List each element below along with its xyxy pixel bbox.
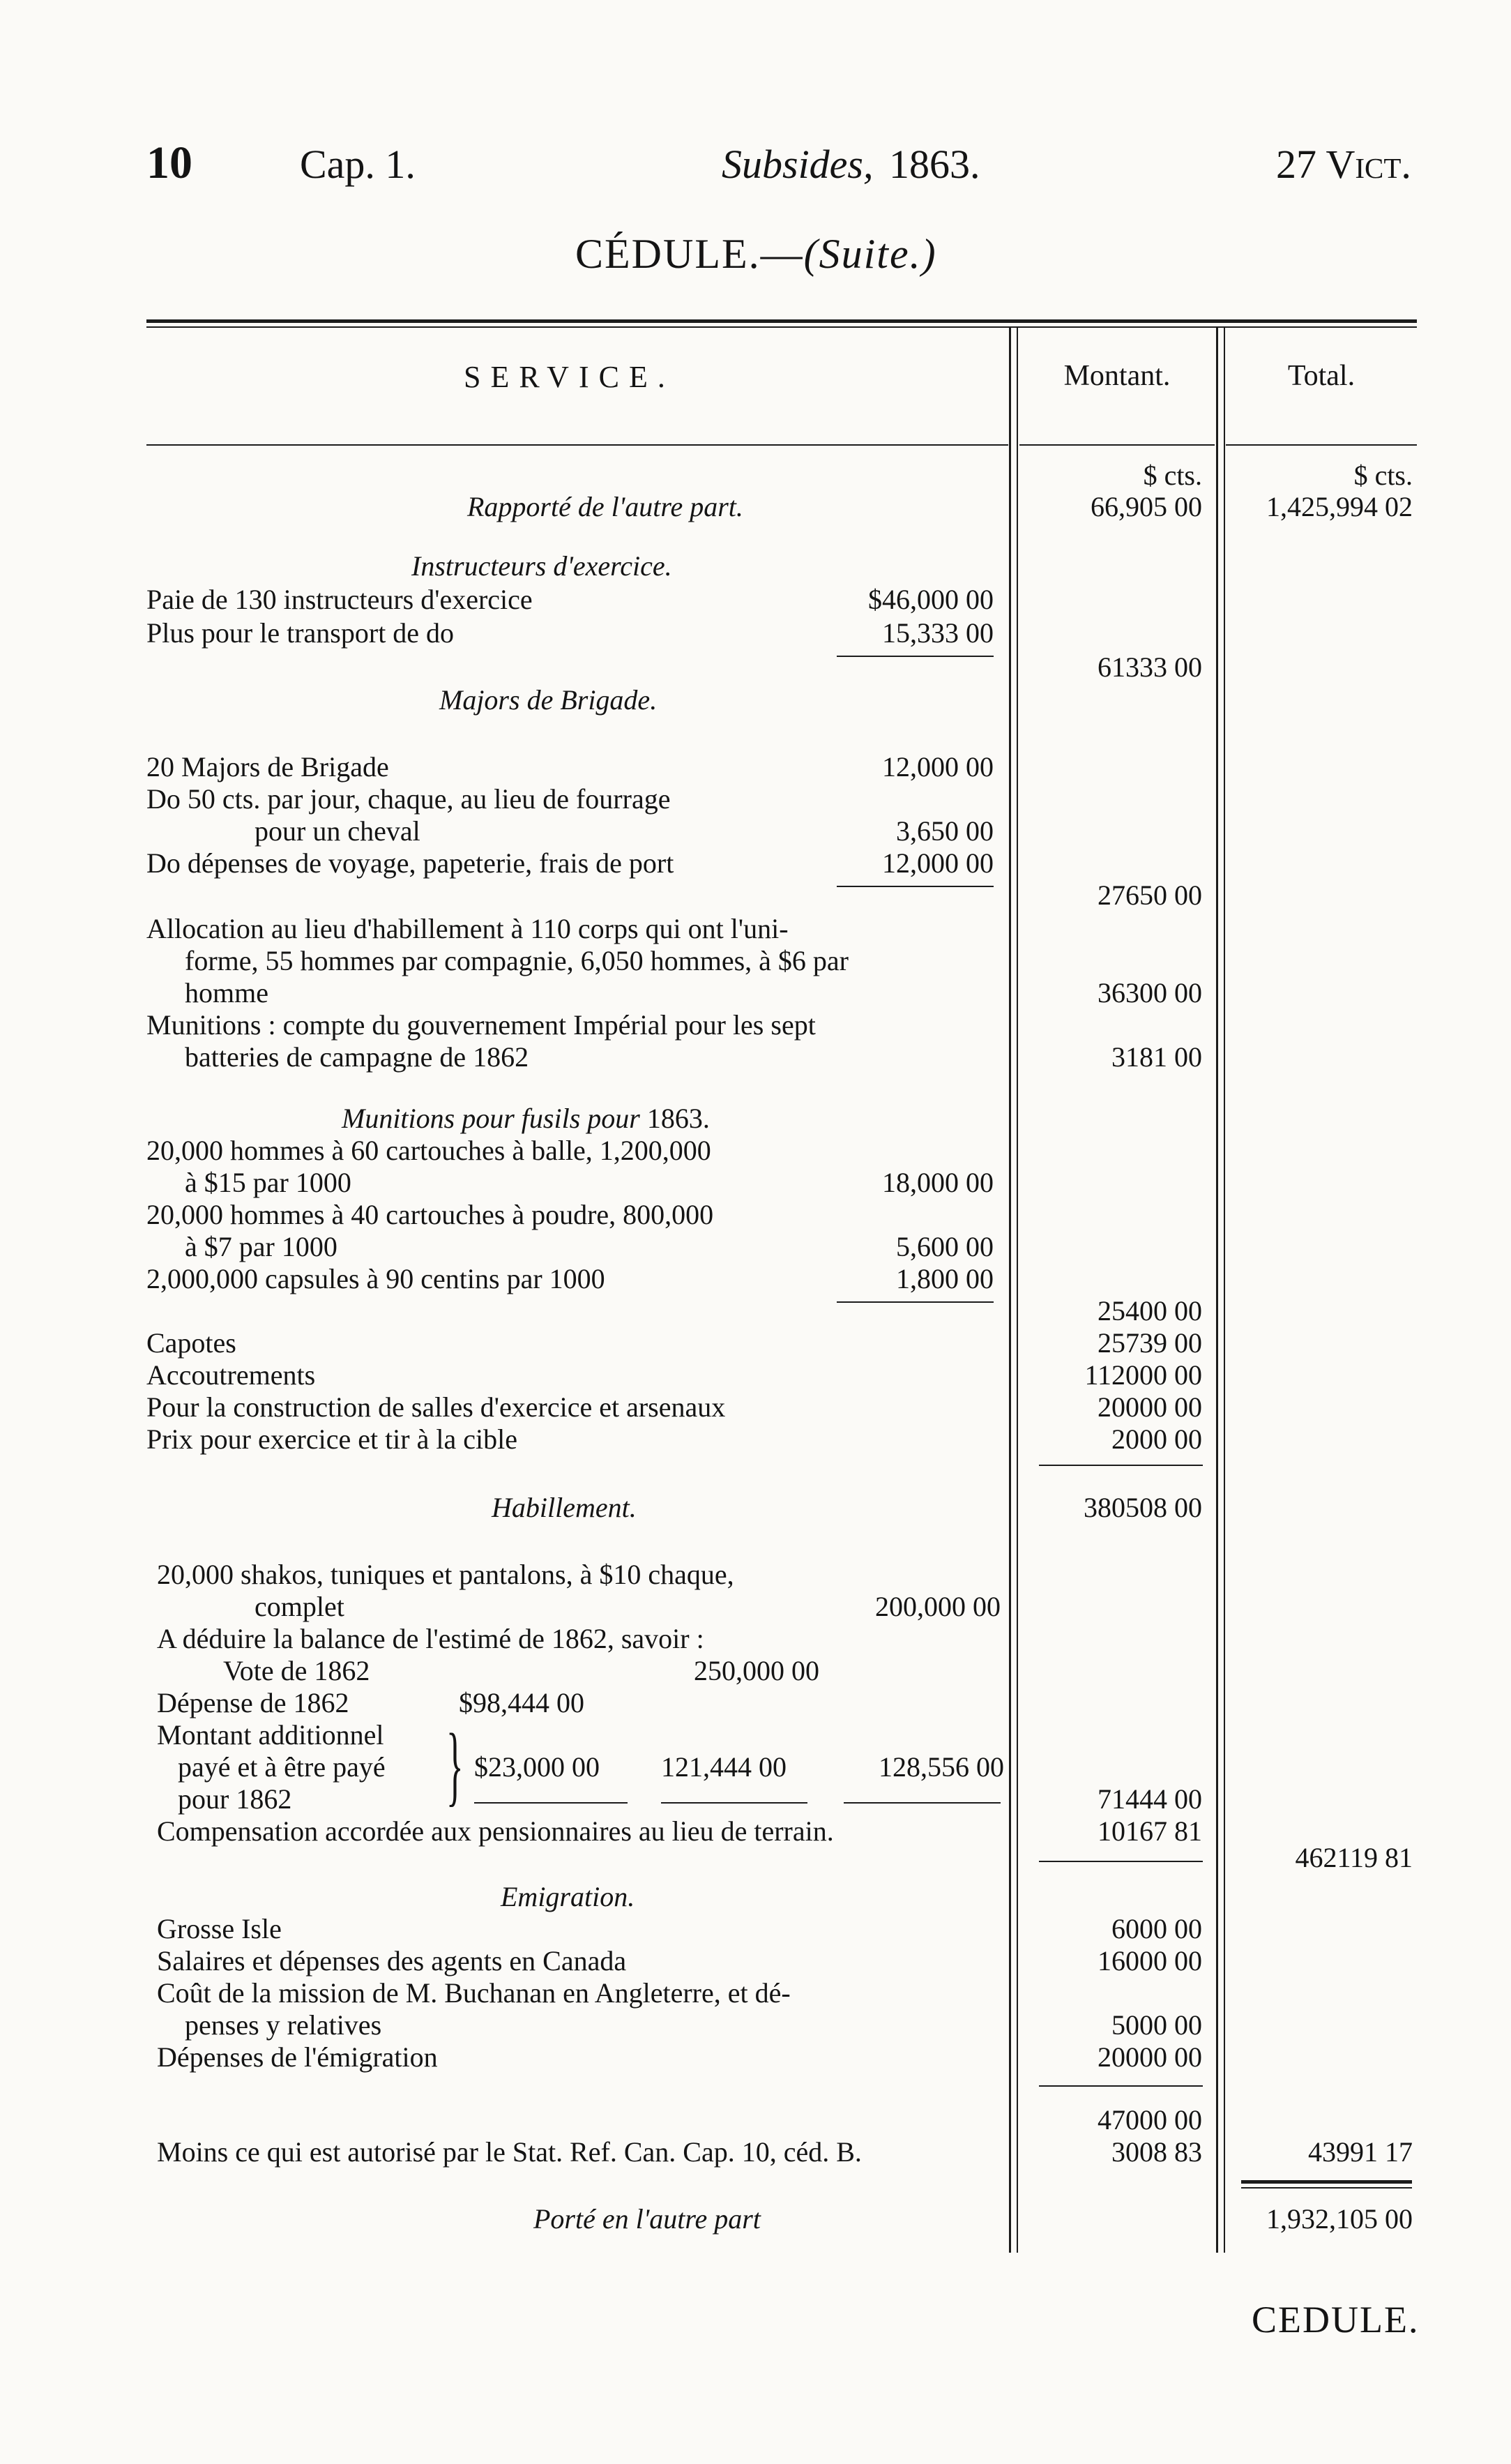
line-item: Montant additionnel: [157, 1719, 384, 1751]
montant-value: 27650 00: [1098, 879, 1202, 911]
line-item: penses y relatives: [185, 2009, 382, 2041]
page-title: [575, 230, 937, 278]
column-divider: [1009, 328, 1011, 2253]
line-item: Munitions : compte du gouvernement Impérial pour les sept: [146, 1009, 816, 1041]
column-header-montant: Montant.: [1063, 360, 1171, 392]
column-header-total: Total.: [1287, 360, 1356, 392]
line-item: 20 Majors de Brigade: [146, 751, 389, 783]
running-title: Subsides,: [722, 142, 874, 187]
section-heading-year: 1863.: [646, 1103, 710, 1134]
total-rule: [1241, 2180, 1412, 2184]
line-amount: 15,333 00: [882, 617, 994, 649]
line-item: Moins ce qui est autorisé par le Stat. Ref. Can. Cap. 10, céd. B.: [157, 2136, 862, 2168]
top-rule: [146, 319, 1417, 323]
column-divider: [1224, 328, 1225, 2253]
section-heading-text: Munitions pour fusils pour: [342, 1103, 640, 1134]
section-heading: Emigration.: [501, 1881, 635, 1912]
carried-from-montant: 66,905 00: [1091, 491, 1202, 522]
top-rule-thin: [146, 326, 1417, 328]
sum-rule: [844, 1802, 1001, 1804]
carried-from-label: Rapporté de l'autre part.: [467, 491, 743, 522]
line-item: 20,000 hommes à 40 cartouches à poudre, 800,000: [146, 1199, 714, 1230]
sum-rule: [837, 1301, 994, 1303]
montant-value: 61333 00: [1098, 651, 1202, 683]
line-amount: 1,800 00: [896, 1263, 994, 1294]
line-amount: $46,000 00: [868, 584, 994, 615]
line-amount: $23,000 00: [474, 1751, 600, 1783]
total-value: 43991 17: [1308, 2136, 1413, 2168]
title-main: CÉDULE.—: [575, 231, 804, 277]
header-rule: [1019, 444, 1215, 446]
montant-value: 16000 00: [1098, 1945, 1202, 1977]
line-item: à $15 par 1000: [185, 1167, 351, 1198]
line-item: Paie de 130 instructeurs d'exercice: [146, 584, 533, 615]
line-item: Do 50 cts. par jour, chaque, au lieu de fourrage: [146, 783, 671, 815]
line-item: pour 1862: [178, 1783, 292, 1815]
total-rule-thin: [1241, 2187, 1412, 2189]
line-item: Grosse Isle: [157, 1913, 282, 1944]
line-amount: 250,000 00: [694, 1655, 819, 1686]
line-item: Prix pour exercice et tir à la cible: [146, 1423, 517, 1455]
header-rule: [1226, 444, 1417, 446]
line-amount: 12,000 00: [882, 847, 994, 879]
chapter-label: Cap. 1.: [300, 142, 416, 187]
sum-rule: [661, 1802, 807, 1804]
column-divider: [1017, 328, 1018, 2253]
line-item: Dépense de 1862: [157, 1687, 349, 1718]
montant-value: 2000 00: [1111, 1423, 1202, 1455]
line-item: 20,000 shakos, tuniques et pantalons, à $10 chaque,: [157, 1559, 734, 1590]
montant-value: 36300 00: [1098, 977, 1202, 1008]
sum-rule: [837, 656, 994, 657]
montant-value: 10167 81: [1098, 1815, 1202, 1847]
total-value: 462119 81: [1295, 1842, 1413, 1873]
sum-rule: [1039, 1465, 1203, 1466]
montant-value: 112000 00: [1084, 1359, 1202, 1391]
line-item: Plus pour le transport de do: [146, 617, 455, 649]
line-item: 2,000,000 capsules à 90 centins par 1000: [146, 1263, 605, 1294]
catchword: CEDULE.: [1252, 2299, 1420, 2341]
line-amount: 12,000 00: [882, 751, 994, 783]
column-divider: [1216, 328, 1218, 2253]
line-item: Coût de la mission de M. Buchanan en Angleterre, et dé-: [157, 1977, 791, 2009]
title-suite: (Suite.): [803, 231, 937, 277]
line-item: Dépenses de l'émigration: [157, 2041, 438, 2073]
line-item: complet: [255, 1591, 344, 1622]
line-amount: 121,444 00: [661, 1751, 787, 1783]
line-item: pour un cheval: [255, 815, 420, 847]
regnal-year: 27 Vict.: [1276, 142, 1411, 187]
line-item: Pour la construction de salles d'exercice et arsenaux: [146, 1391, 726, 1423]
line-amount: 200,000 00: [875, 1591, 1001, 1622]
montant-value: 20000 00: [1098, 1391, 1202, 1423]
montant-value: 3181 00: [1111, 1041, 1202, 1073]
brace-icon: }: [446, 1716, 464, 1815]
section-heading: Habillement.: [492, 1492, 637, 1523]
montant-value: 3008 83: [1111, 2136, 1202, 2168]
section-heading: [342, 1103, 710, 1134]
line-item: à $7 par 1000: [185, 1231, 337, 1262]
currency-total: $ cts.: [1353, 460, 1413, 491]
header-rule: [146, 444, 1008, 446]
line-item: 20,000 hommes à 60 cartouches à balle, 1,200,000: [146, 1135, 711, 1166]
section-heading: Majors de Brigade.: [439, 684, 658, 716]
montant-value: 25739 00: [1098, 1327, 1202, 1359]
line-item: Compensation accordée aux pensionnaires au lieu de terrain.: [157, 1815, 834, 1847]
montant-value: 5000 00: [1111, 2009, 1202, 2041]
line-item: A déduire la balance de l'estimé de 1862, savoir :: [157, 1623, 704, 1654]
carried-from-total: 1,425,994 02: [1266, 491, 1413, 522]
line-item: Salaires et dépenses des agents en Canada: [157, 1945, 627, 1977]
line-item: Do dépenses de voyage, papeterie, frais de port: [146, 847, 674, 879]
subtotal-value: 380508 00: [1084, 1492, 1202, 1523]
currency-montant: $ cts.: [1143, 460, 1202, 491]
line-item: batteries de campagne de 1862: [185, 1041, 529, 1073]
line-amount: 3,650 00: [896, 815, 994, 847]
line-item: Vote de 1862: [223, 1655, 370, 1686]
running-year: 1863.: [889, 142, 980, 187]
montant-value: 71444 00: [1098, 1783, 1202, 1815]
line-amount: 128,556 00: [879, 1751, 1004, 1783]
subtotal-value: 47000 00: [1098, 2104, 1202, 2136]
line-item: homme: [185, 977, 268, 1008]
line-item: Allocation au lieu d'habillement à 110 corps qui ont l'uni-: [146, 913, 789, 944]
sum-rule: [474, 1802, 628, 1804]
carried-to-total: 1,932,105 00: [1266, 2203, 1413, 2235]
line-amount: $98,444 00: [459, 1687, 584, 1718]
section-heading: Instructeurs d'exercice.: [411, 550, 672, 582]
line-item: forme, 55 hommes par compagnie, 6,050 hommes, à $6 par: [185, 945, 849, 976]
line-item: payé et à être payé: [178, 1751, 386, 1783]
montant-value: 6000 00: [1111, 1913, 1202, 1944]
montant-value: 20000 00: [1098, 2041, 1202, 2073]
line-item: Accoutrements: [146, 1359, 316, 1391]
sum-rule: [1039, 2085, 1203, 2087]
page-number: 10: [146, 137, 192, 188]
sum-rule: [837, 886, 994, 887]
line-amount: 18,000 00: [882, 1167, 994, 1198]
sum-rule: [1039, 1861, 1203, 1862]
line-amount: 5,600 00: [896, 1231, 994, 1262]
line-item: Capotes: [146, 1327, 236, 1359]
column-header-service: SERVICE.: [464, 360, 675, 394]
carried-to-label: Porté en l'autre part: [533, 2203, 761, 2235]
montant-value: 25400 00: [1098, 1295, 1202, 1327]
